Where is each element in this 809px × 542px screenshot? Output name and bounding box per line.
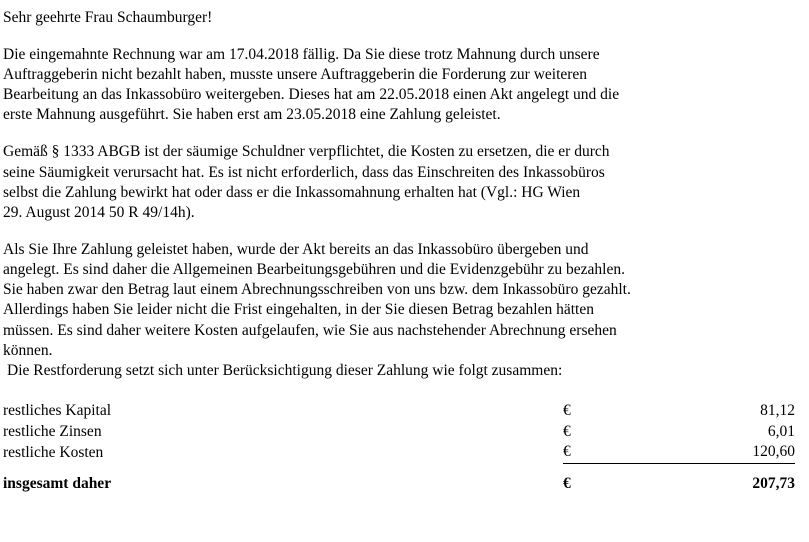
table-row [3, 422, 795, 443]
amount-label-interest: restliche Zinsen [3, 422, 102, 440]
amount-value-interest: 6,01 [767, 422, 795, 440]
amount-currency-interest: € [563, 422, 571, 440]
table-row [3, 442, 795, 463]
total-label: insgesamt daher [3, 474, 112, 492]
amount-value-capital: 81,12 [760, 401, 795, 419]
closing-line: Die Restforderung setzt sich unter Berücksichtigung dieser Zahlung wie folgt zusammen: [7, 361, 563, 379]
paragraph-2-line-2: seine Säumigkeit verursacht hat. Es ist nicht erforderlich, dass das Einschreiten des Inkassobüros [3, 163, 605, 181]
salutation: Sehr geehrte Frau Schaumburger! [3, 9, 213, 26]
paragraph-1-line-4: erste Mahnung ausgeführt. Sie haben erst am 23.05.2018 eine Zahlung geleistet. [3, 106, 501, 124]
table-row [3, 401, 795, 422]
total-value: 207,73 [752, 474, 795, 492]
total-currency: € [563, 474, 571, 492]
paragraph-2-line-3: selbst die Zahlung bewirkt hat oder dass er die Inkassomahnung erhalten hat (Vgl.: HG Wien [3, 183, 581, 201]
amount-currency-capital: € [563, 401, 571, 419]
paragraph-3-line-1: Als Sie Ihre Zahlung geleistet haben, wurde der Akt bereits an das Inkassobüro übergeben und [3, 240, 589, 258]
paragraph-2-line-4: 29. August 2014 50 R 49/14h). [3, 203, 195, 221]
paragraph-3-line-5: müssen. Es sind daher weitere Kosten aufgelaufen, wie Sie aus nachstehender Abrechnung ersehen [3, 321, 617, 339]
amount-label-capital: restliches Kapital [3, 401, 112, 419]
amount-value-costs: 120,60 [653, 442, 795, 463]
table-row-total [3, 467, 795, 495]
paragraph-1 [3, 45, 795, 126]
paragraph-3-line-6: können. [3, 341, 53, 359]
paragraph-1-line-1: Die eingemahnte Rechnung war am 17.04.2018 fällig. Da Sie diese trotz Mahnung durch unsere [3, 45, 600, 63]
paragraph-3-line-2: angelegt. Es sind daher die Allgemeinen Bearbeitungsgebühren und die Evidenzgebühr zu bezahlen. [3, 261, 625, 279]
paragraph-2 [3, 142, 795, 223]
amount-label-costs: restliche Kosten [3, 443, 104, 461]
paragraph-1-line-2: Auftraggeberin nicht bezahlt haben, musste unsere Auftraggeberin die Forderung zur weiteren [3, 65, 588, 83]
paragraph-1-line-3: Bearbeitung an das Inkassobüro weitergeben. Dieses hat am 22.05.2018 einen Akt angelegt und die [3, 86, 620, 104]
paragraph-2-line-1: Gemäß § 1333 ABGB ist der säumige Schuldner verpflichtet, die Kosten zu ersetzen, die er durch [3, 143, 610, 161]
paragraph-3-line-3: Sie haben zwar den Betrag laut einem Abrechnungsschreiben von uns bzw. dem Inkassobüro gezahlt. [3, 281, 631, 299]
amounts-table [3, 401, 795, 494]
paragraph-3-line-4: Allerdings haben Sie leider nicht die Frist eingehalten, in der Sie diesen Betrag bezahlen hätten [3, 301, 594, 319]
amount-currency-costs: € [563, 442, 653, 463]
paragraph-3 [3, 240, 795, 361]
